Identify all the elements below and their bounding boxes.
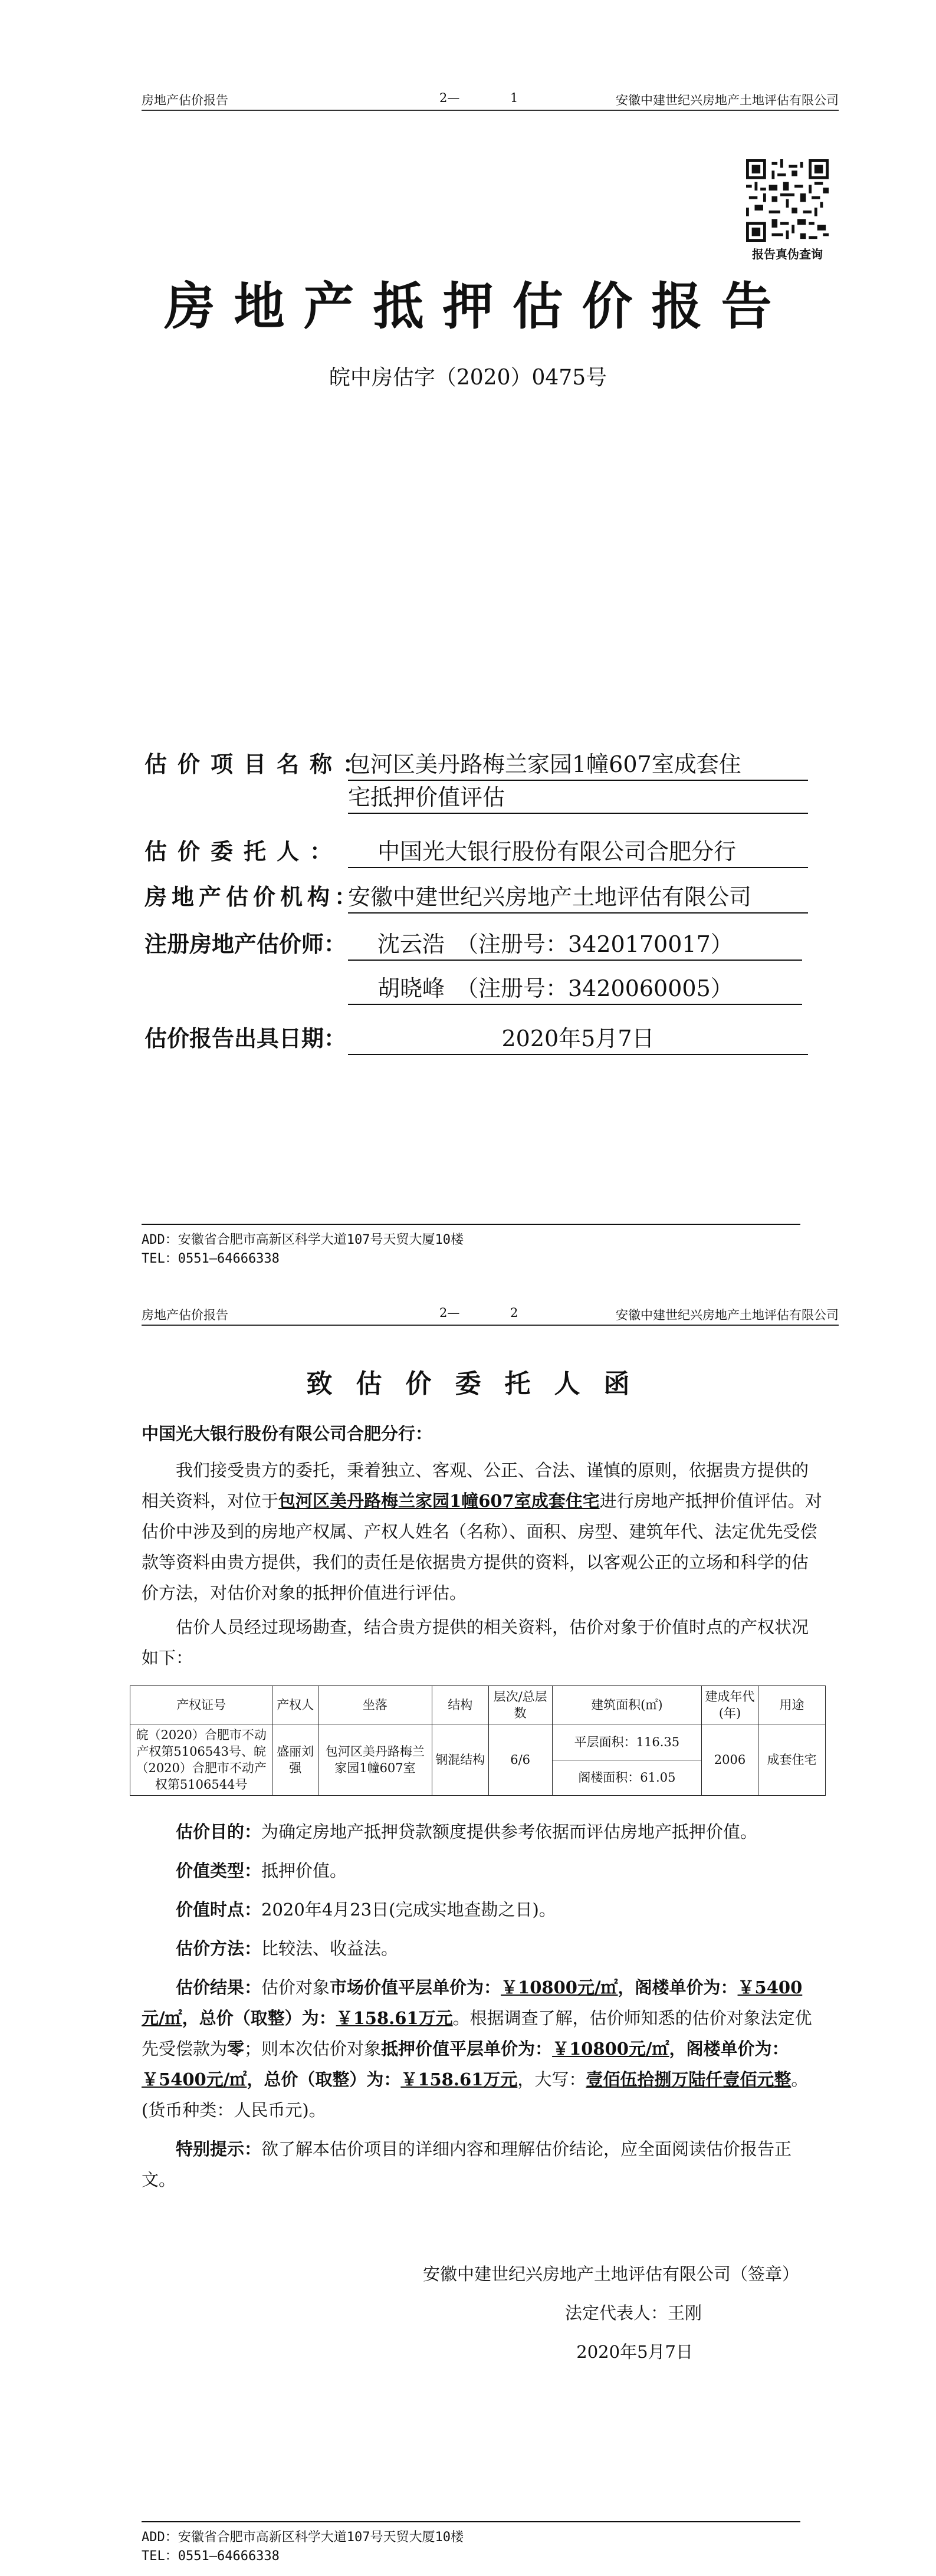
cover-letter-page bbox=[0, 1297, 936, 2576]
th-area: 建筑面积(㎡) bbox=[552, 1686, 702, 1724]
appraiser-1: 沈云浩 （注册号：3420170017） bbox=[348, 929, 802, 961]
value-type-row bbox=[142, 1855, 823, 1886]
result-total-price: ￥158.61万元 bbox=[336, 2008, 453, 2028]
paragraph-1 bbox=[142, 1455, 823, 1608]
tip-label: 特别提示： bbox=[176, 2139, 262, 2159]
footer-address: ADD：安徽省合肥市高新区科学大道107号天贸大厦10楼 bbox=[142, 1233, 464, 1247]
footer-tel: TEL：0551—64666338 bbox=[142, 2549, 280, 2564]
footer-tel: TEL：0551—64666338 bbox=[142, 1251, 280, 1266]
header-report-name: 房地产估价报告 bbox=[142, 1308, 228, 1322]
result-market-price: ￥10800元/㎡ bbox=[501, 1977, 618, 1997]
result-mortgage-total: ￥158.61万元 bbox=[400, 2069, 518, 2089]
page-footer bbox=[142, 1224, 800, 1269]
header-company: 安徽中建世纪兴房地产土地评估有限公司 bbox=[616, 1308, 839, 1322]
project-name-line2: 宅抵押价值评估 bbox=[348, 782, 808, 814]
letter-title: 致估价委托人函 bbox=[306, 1369, 653, 1399]
page-footer bbox=[142, 2521, 800, 2566]
result-loft-price: ￥5400元/㎡ bbox=[142, 1977, 803, 2028]
method-label: 估价方法： bbox=[176, 1938, 262, 1959]
signature-block bbox=[142, 2259, 823, 2367]
paragraph-2: 估价人员经过现场勘查，结合贵方提供的相关资料，估价对象于价值时点的产权状况如下： bbox=[142, 1617, 809, 1668]
footer-divider bbox=[142, 2521, 800, 2522]
result-text: ，阁楼单价为： bbox=[618, 1977, 738, 1997]
salutation: 中国光大银行股份有限公司合肥分行： bbox=[142, 1424, 433, 1444]
table-row bbox=[130, 1724, 826, 1760]
result-text: ，总价（取整）为： bbox=[247, 2069, 401, 2089]
document-number: 皖中房估字（2020）0475号 bbox=[329, 366, 607, 390]
cell-location: 包河区美丹路梅兰家园1幢607室 bbox=[318, 1724, 432, 1796]
method-value: 比较法、收益法。 bbox=[261, 1938, 399, 1959]
client-value: 中国光大银行股份有限公司合肥分行 bbox=[348, 836, 808, 868]
cell-owner: 盛丽刘强 bbox=[272, 1724, 318, 1796]
agency-label: 房地产估价机构： bbox=[144, 883, 362, 910]
issue-date-value: 2020年5月7日 bbox=[348, 1023, 808, 1055]
letter-body-top bbox=[142, 1418, 823, 1673]
appraiser-label: 注册房地产估价师： bbox=[144, 931, 347, 957]
table-header-row bbox=[130, 1686, 826, 1724]
qr-code-icon[interactable] bbox=[746, 159, 829, 242]
result-mortgage-price: ￥10800元/㎡ bbox=[552, 2039, 669, 2059]
cell-cert: 皖（2020）合肥市不动产权第5106543号、皖（2020）合肥市不动产权第5106544号 bbox=[130, 1724, 272, 1796]
report-title: 房地产抵押估价报告 bbox=[164, 277, 791, 336]
result-text: 市场价值平层单价为： bbox=[330, 1977, 501, 1997]
agency-value: 安徽中建世纪兴房地产土地评估有限公司 bbox=[348, 882, 808, 914]
header-page-number: 2 bbox=[510, 1306, 518, 1320]
cell-structure: 钢混结构 bbox=[432, 1724, 488, 1796]
signature-date: 2020年5月7日 bbox=[576, 2342, 693, 2362]
result-priority-amount: 零 bbox=[227, 2039, 245, 2059]
result-text: ，大写： bbox=[517, 2069, 586, 2089]
header-report-name: 房地产估价报告 bbox=[142, 93, 228, 107]
issue-date-label: 估价报告出具日期： bbox=[144, 1025, 347, 1052]
method-row bbox=[142, 1933, 823, 1964]
appraiser-2: 胡晓峰 （注册号：3420060005） bbox=[348, 973, 802, 1005]
header-company: 安徽中建世纪兴房地产土地评估有限公司 bbox=[616, 93, 839, 107]
qr-caption: 报告真伪查询 bbox=[752, 247, 823, 261]
project-name-label: 估价项目名称： bbox=[144, 751, 376, 777]
th-owner: 产权人 bbox=[272, 1686, 318, 1724]
header-page-prefix: 2— bbox=[439, 91, 460, 105]
purpose-label: 估价目的： bbox=[176, 1822, 262, 1842]
value-time-value: 2020年4月23日(完成实地查勘之日)。 bbox=[261, 1900, 556, 1920]
result-mortgage-loft-price: ￥5400元/㎡ bbox=[142, 2069, 247, 2089]
cell-use: 成套住宅 bbox=[758, 1724, 825, 1796]
cell-year: 2006 bbox=[702, 1724, 758, 1796]
p1-text-c: 进行房地产抵押价值评估。对估价中涉及到的房地产权属、产权人姓名（名称）、面积、房型、建筑年代、法定优先受偿款等资料由贵方提供，我们的责任是依据贵方提供的资料，以客观公正的立场和科学的估价方法，对估价对象的抵押价值进行评估。 bbox=[142, 1491, 822, 1603]
value-time-label: 价值时点： bbox=[176, 1900, 262, 1920]
result-text: ；则本次估价对象 bbox=[244, 2039, 382, 2059]
page-header bbox=[142, 88, 839, 111]
th-use: 用途 bbox=[758, 1686, 825, 1724]
letter-body-bottom bbox=[142, 1816, 823, 2195]
result-paragraph bbox=[142, 1972, 823, 2125]
cell-area-flat: 平层面积：116.35 bbox=[552, 1724, 702, 1760]
result-text: ，阁楼单价为： bbox=[669, 2039, 789, 2059]
cell-floor: 6/6 bbox=[488, 1724, 552, 1796]
cell-area-loft: 阁楼面积：61.05 bbox=[552, 1760, 702, 1796]
header-page-prefix: 2— bbox=[439, 1306, 460, 1320]
result-text: 估价对象 bbox=[261, 1977, 330, 1997]
legal-representative: 法定代表人：王刚 bbox=[564, 2303, 702, 2323]
value-type-value: 抵押价值。 bbox=[261, 1861, 347, 1881]
purpose-value: 为确定房地产抵押贷款额度提供参考依据而评估房地产抵押价值。 bbox=[261, 1822, 758, 1842]
page-header bbox=[142, 1303, 839, 1326]
tip-value: 欲了解本估价项目的详细内容和理解估价结论，应全面阅读估价报告正文。 bbox=[142, 2139, 792, 2190]
value-type-label: 价值类型： bbox=[176, 1861, 262, 1881]
result-text: 。(货币种类：人民币元)。 bbox=[142, 2069, 809, 2120]
project-name-line1: 包河区美丹路梅兰家园1幢607室成套住 bbox=[348, 749, 808, 781]
result-text: 。根据调查了解，估价师知悉的估价对象法定优先受偿款为 bbox=[142, 2008, 812, 2059]
footer-divider bbox=[142, 1224, 800, 1225]
tip-row bbox=[142, 2134, 823, 2195]
p1-text-a: 我们接受贵方的委托，秉着独立、客观、公正、合法、谨慎的原则，依据贵方提供的相关资料，对位于 bbox=[142, 1460, 809, 1511]
th-location: 坐落 bbox=[318, 1686, 432, 1724]
th-structure: 结构 bbox=[432, 1686, 488, 1724]
th-cert: 产权证号 bbox=[130, 1686, 272, 1724]
p1-property-address: 包河区美丹路梅兰家园1幢607室成套住宅 bbox=[278, 1491, 600, 1511]
th-floor: 层次/总层数 bbox=[488, 1686, 552, 1724]
property-table bbox=[130, 1685, 826, 1796]
footer-address: ADD：安徽省合肥市高新区科学大道107号天贸大厦10楼 bbox=[142, 2530, 464, 2545]
purpose-row bbox=[142, 1816, 823, 1847]
result-label: 估价结果： bbox=[176, 1977, 262, 1997]
client-label: 估价委托人： bbox=[144, 838, 343, 865]
company-signature: 安徽中建世纪兴房地产土地评估有限公司（签章） bbox=[422, 2264, 799, 2284]
result-text: 抵押价值平层单价为： bbox=[381, 2039, 553, 2059]
th-year: 建成年代(年) bbox=[702, 1686, 758, 1724]
result-amount-in-words: 壹佰伍拾捌万陆仟壹佰元整 bbox=[586, 2069, 792, 2089]
result-text: ，总价（取整）为： bbox=[182, 2008, 336, 2028]
header-page-number: 1 bbox=[510, 91, 518, 105]
value-time-row bbox=[142, 1894, 823, 1925]
